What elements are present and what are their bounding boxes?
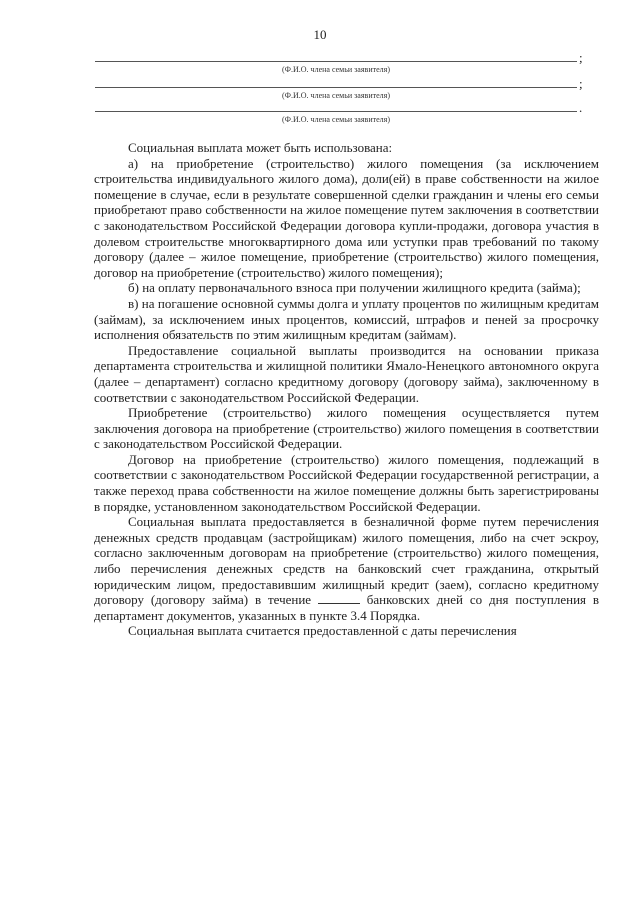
signature-line-punct: ; <box>579 50 583 65</box>
signature-caption: (Ф.И.О. члена семьи заявителя) <box>282 115 390 124</box>
signature-caption: (Ф.И.О. члена семьи заявителя) <box>282 91 390 100</box>
signature-line <box>95 87 577 88</box>
fill-in-blank <box>318 592 360 604</box>
blank-area <box>0 768 640 905</box>
paragraph-item-b: б) на оплату первоначального взноса при получении жилищного кредита (займа); <box>128 280 581 296</box>
paragraph-acquisition: Приобретение (строительство) жилого помещения осуществляется путем заключения договора на приобретение (строительство) жилого помещения в соответствии с законодательством Российской Федерации. <box>94 405 599 452</box>
paragraph-item-a: а) на приобретение (строительство) жилого помещения (за исключением строительства индивидуального жилого дома), доли(ей) в праве собственности на жилое помещение в случае, если в результате совершенной сделки гражданин и члены его семьи приобретают право собственности на жилое помещение путем заключения в соответствии с законодательством Российской Федерации договора купли-продажи, договора участия в долевом строительстве многоквартирного дома или уступки прав требований по такому договору (далее – жилое помещение, приобретение (строительство) жилого помещения, договор на приобретение (строительство) жилого помещения); <box>94 155 599 280</box>
paragraph-contract: Договор на приобретение (строительство) жилого помещения, подлежащий в соответствии с законодательством Российской Федерации государственной регистрации, а также переход права собственности на жилое помещение должны быть зарегистрированы в порядке, установленном законодательством Российской Федерации. <box>94 451 599 514</box>
paragraph-payment <box>94 514 599 623</box>
paragraph-last: Социальная выплата считается предоставленной с даты перечисления <box>128 623 517 639</box>
paragraph-item-c: в) на погашение основной суммы долга и уплату процентов по жилищным кредитам (займам), за исключением иных процентов, комиссий, штрафов и пеней за просрочку исполнения обязательств по этим жилищным кредитам (займам). <box>94 295 599 343</box>
signature-line-punct: . <box>579 100 583 115</box>
paragraph-intro: Социальная выплата может быть использована: <box>128 140 393 155</box>
payment-text-before: Социальная выплата предоставляется в безналичной форме путем перечисления денежных средств продавцам (застройщикам) жилого помещения, либо на счет эскроу, согласно заключенным договорам на приобретение (строительство) жилого помещения, либо перечисления денежных средств на банковский счет гражданина, открытый юридическим лицом, предоставившим жилищный кредит (заем), согласно кредитному договору (договору займа) в течение <box>94 514 599 608</box>
paragraph-provision: Предоставление социальной выплаты производится на основании приказа департамента строительства и жилищной политики Ямало-Ненецкого автономного округа (далее – департамент) согласно кредитному договору (договору займа), заключенному в соответствии с законодательством Российской Федерации. <box>94 342 599 405</box>
signature-caption: (Ф.И.О. члена семьи заявителя) <box>282 65 390 74</box>
body-text <box>94 140 599 639</box>
signature-line <box>95 111 577 112</box>
payment-text-after: банковских дней со дня поступления в департамент документов, указанных в пункте 3.4 Порядка. <box>94 592 599 623</box>
signature-line-punct: ; <box>579 76 583 91</box>
signature-line <box>95 61 577 62</box>
page-number: 10 <box>313 27 327 42</box>
